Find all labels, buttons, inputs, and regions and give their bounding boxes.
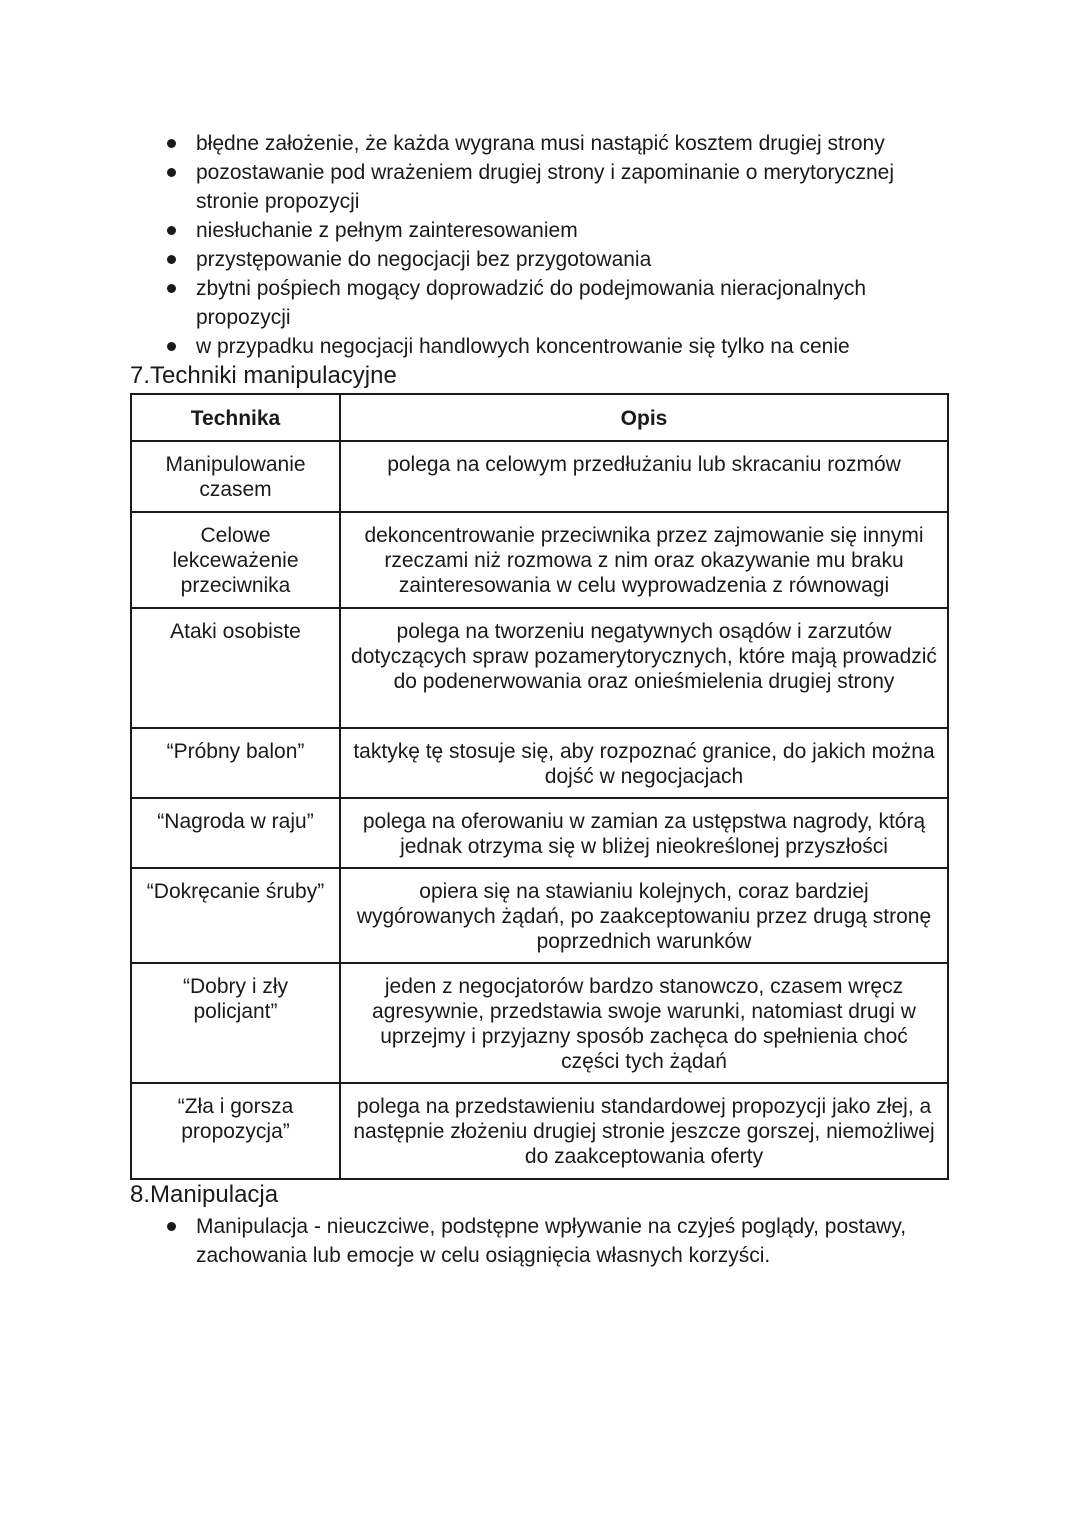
technique-description-cell: polega na tworzeniu negatywnych osądów i zarzutów dotyczących spraw pozamerytorycznych, które mają prowadzić do podenerwowania oraz onieśmielenia drugiej strony	[340, 608, 948, 728]
table-row	[131, 963, 948, 1083]
technique-name-cell: “Próbny balon”	[131, 728, 340, 798]
technique-name-cell: “Nagroda w raju”	[131, 798, 340, 868]
technique-description-cell: polega na przedstawieniu standardowej propozycji jako złej, a następnie złożeniu drugiej stronie jeszcze gorszej, niemożliwej do zaakceptowania oferty	[340, 1083, 948, 1179]
table-row	[131, 512, 948, 608]
list-item	[160, 158, 950, 216]
technique-description-cell: taktykę tę stosuje się, aby rozpoznać granice, do jakich można dojść w negocjacjach	[340, 728, 948, 798]
list-item-text: niesłuchanie z pełnym zainteresowaniem	[196, 219, 578, 242]
technique-description-cell: polega na oferowaniu w zamian za ustępstwa nagrody, którą jednak otrzyma się w bliżej nieokreślonej przyszłości	[340, 798, 948, 868]
manipulation-bullet-list	[160, 1212, 950, 1270]
bullet-icon	[167, 168, 176, 177]
column-header-technika: Technika	[131, 394, 340, 441]
mistakes-bullet-list	[160, 129, 950, 361]
list-item-text: Manipulacja - nieuczciwe, podstępne wpływanie na czyjeś poglądy, postawy, zachowania lub emocje w celu osiągnięcia własnych korzyści.	[196, 1215, 907, 1267]
technique-description-cell: polega na celowym przedłużaniu lub skracaniu rozmów	[340, 441, 948, 512]
table-row	[131, 608, 948, 728]
bullet-icon	[167, 284, 176, 293]
bullet-icon	[167, 342, 176, 351]
table-row	[131, 441, 948, 512]
list-item	[160, 245, 950, 274]
section-heading-techniques: 7.Techniki manipulacyjne	[130, 362, 397, 389]
technique-description-cell: dekoncentrowanie przeciwnika przez zajmowanie się innymi rzeczami niż rozmowa z nim oraz okazywanie mu braku zainteresowania w celu wyprowadzenia z równowagi	[340, 512, 948, 608]
table-row	[131, 798, 948, 868]
technique-name-cell: “Dobry i zły policjant”	[131, 963, 340, 1083]
bullet-icon	[167, 255, 176, 264]
list-item	[160, 332, 950, 361]
table-row	[131, 1083, 948, 1179]
techniques-table	[130, 393, 949, 1180]
table-header-row	[131, 394, 948, 441]
list-item-text: zbytni pośpiech mogący doprowadzić do podejmowania nieracjonalnych propozycji	[196, 277, 867, 329]
technique-name-cell: “Zła i gorsza propozycja”	[131, 1083, 340, 1179]
technique-description-cell: opiera się na stawianiu kolejnych, coraz bardziej wygórowanych żądań, po zaakceptowaniu przez drugą stronę poprzednich warunków	[340, 868, 948, 963]
list-item-text: przystępowanie do negocjacji bez przygotowania	[196, 248, 652, 271]
list-item	[160, 216, 950, 245]
list-item	[160, 1212, 950, 1270]
column-header-opis: Opis	[340, 394, 948, 441]
list-item-text: pozostawanie pod wrażeniem drugiej strony i zapominanie o merytorycznej stronie propozycji	[196, 161, 895, 213]
technique-name-cell: Manipulowanie czasem	[131, 441, 340, 512]
list-item	[160, 129, 950, 158]
bullet-icon	[167, 226, 176, 235]
bullet-icon	[167, 1222, 176, 1231]
section-heading-manipulation: 8.Manipulacja	[130, 1181, 279, 1208]
list-item-text: w przypadku negocjacji handlowych koncentrowanie się tylko na cenie	[196, 335, 850, 358]
technique-name-cell: Celowe lekceważenie przeciwnika	[131, 512, 340, 608]
table-row	[131, 868, 948, 963]
technique-name-cell: Ataki osobiste	[131, 608, 340, 728]
list-item-text: błędne założenie, że każda wygrana musi nastąpić kosztem drugiej strony	[196, 132, 885, 155]
bullet-icon	[167, 139, 176, 148]
table-row	[131, 728, 948, 798]
technique-description-cell: jeden z negocjatorów bardzo stanowczo, czasem wręcz agresywnie, przedstawia swoje warunki, natomiast drugi w uprzejmy i przyjazny sposób zachęca do spełnienia choć części tych żądań	[340, 963, 948, 1083]
list-item	[160, 274, 950, 332]
technique-name-cell: “Dokręcanie śruby”	[131, 868, 340, 963]
